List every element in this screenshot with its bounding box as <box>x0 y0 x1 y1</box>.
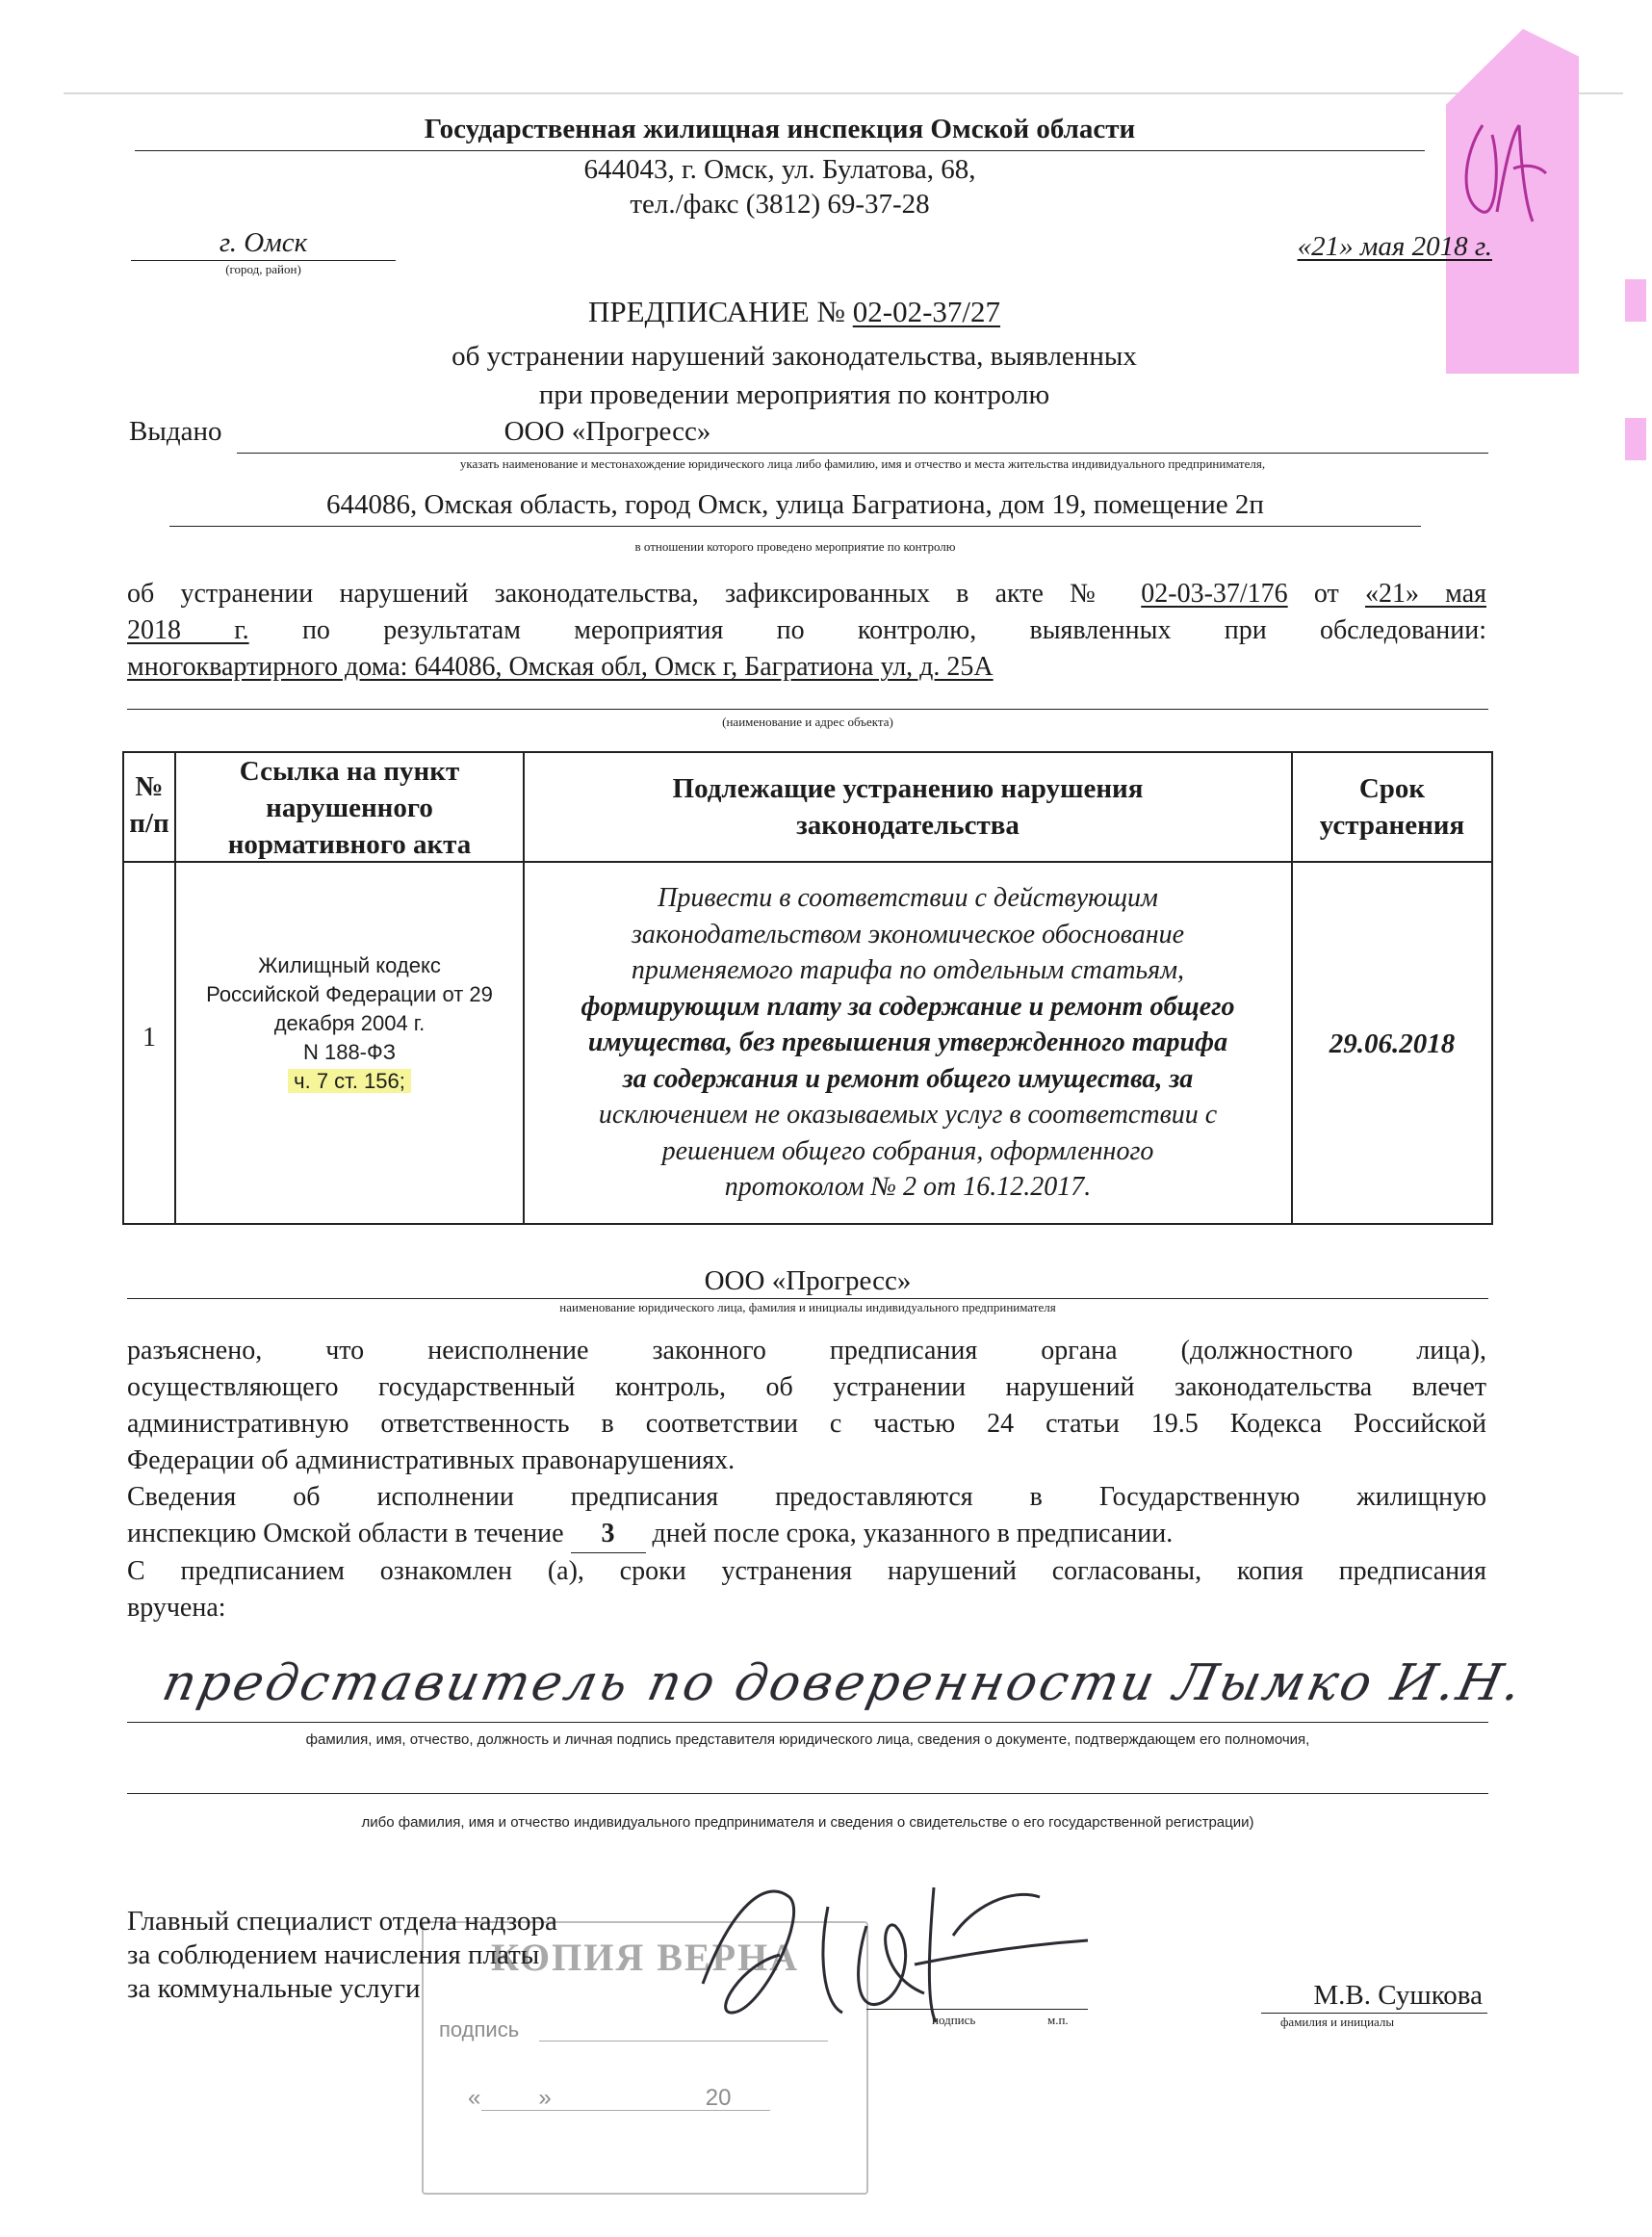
signature-underline <box>127 1722 1488 1723</box>
basis-paragraph <box>127 576 1486 686</box>
org-address: 644043, г. Омск, ул. Булатова, 68, <box>583 154 976 185</box>
report-days: 3 <box>571 1516 646 1553</box>
title-line-2: об устранении нарушений законодательства, выявленных <box>452 341 1137 372</box>
explanation-paragraph <box>127 1333 1486 1626</box>
report-line: Сведения об исполнении предписания предоставляются в Государственную жилищную <box>127 1482 1486 1512</box>
signature-caption-1: фамилия, имя, отчество, должность и личная подпись представителя юридического лица, сведения о документе, подтверждающем его полномочия, <box>305 1731 1310 1748</box>
pink-flag-mark <box>1625 279 1646 322</box>
handwritten-representative: представитель по доверенности Лымко И.Н. <box>157 1654 1530 1712</box>
header-num-line: № <box>135 771 164 802</box>
header-num-line: п/п <box>129 808 169 839</box>
org-phone: тел./факс (3812) 69-37-28 <box>630 189 930 220</box>
recipient-caption: указать наименование и местонахождение юридического лица либо фамилию, имя и отчество и места жительства индивидуального предпринимателя, <box>459 456 1266 471</box>
page-top-edge <box>64 92 1623 94</box>
recipient-underline <box>237 453 1488 454</box>
recipient-address: 644086, Омская область, город Омск, улица Багратиона, дом 19, помещение 2п <box>326 489 1264 520</box>
prescription-number: 02-02-37/27 <box>852 295 1001 328</box>
violation-line: исключением не оказываемых услуг в соответствии с <box>598 1100 1218 1130</box>
position-line: Главный специалист отдела надзора <box>127 1906 557 1937</box>
header-block <box>135 114 1425 145</box>
act-date-part2: 2018 г. <box>127 615 249 645</box>
violation-line: протоколом № 2 от 16.12.2017. <box>724 1172 1092 1202</box>
report-text: дней после срока, указанного в предписании. <box>645 1519 1174 1548</box>
reference-article-highlighted: ч. 7 ст. 156; <box>288 1069 411 1093</box>
address-caption: в отношении которого проведено мероприятие по контролю <box>634 539 956 554</box>
position-line: за соблюдением начисления платы <box>127 1939 540 1970</box>
basis-text-mid: от <box>1287 579 1365 609</box>
stamp-sign-label: подпись <box>439 2017 520 2042</box>
entity-caption: наименование юридического лица, фамилия и инициалы индивидуального предпринимателя <box>559 1300 1056 1314</box>
issued-label: Выдано <box>129 416 222 447</box>
act-date-part1: «21» мая <box>1364 579 1487 609</box>
reference-line: декабря 2004 г. <box>273 1011 426 1035</box>
violation-line: решением общего собрания, оформленного <box>661 1135 1154 1166</box>
recipient-name: ООО «Прогресс» <box>503 416 711 447</box>
header-violation-line: законодательства <box>796 810 1020 841</box>
header-violation <box>525 770 1291 844</box>
reference-line: Российской Федерации от 29 <box>206 982 493 1006</box>
position-line: за коммунальные услуги <box>127 1973 421 2004</box>
signature-caption-2: либо фамилия, имя и отчество индивидуального предпринимателя и сведения о свидетельстве о его государственной регистрации) <box>361 1814 1254 1831</box>
document-title <box>193 295 1396 329</box>
header-deadline-line: устранения <box>1319 810 1465 841</box>
name-underline <box>1261 2013 1487 2014</box>
row-number: 1 <box>142 1023 156 1053</box>
header-ref-line: нарушенного <box>266 793 433 823</box>
object-caption: (наименование и адрес объекта) <box>722 715 893 729</box>
header-ref-line: нормативного акта <box>227 829 472 860</box>
deadline-date: 29.06.2018 <box>1329 1028 1456 1059</box>
report-text: инспекцию Омской области в течение <box>127 1519 571 1548</box>
signatory-position <box>127 1905 557 2006</box>
city-caption: (город, район) <box>225 262 301 276</box>
seal-caption: м.п. <box>1047 2013 1069 2027</box>
blank-underline <box>127 1793 1488 1794</box>
stamp-title: КОПИЯ ВЕРНА <box>491 1936 800 1979</box>
address-underline <box>169 526 1421 527</box>
reference-line: Жилищный кодекс <box>258 953 441 977</box>
name-caption: фамилия и инициалы <box>1280 2015 1395 2029</box>
official-signature-icon <box>674 1868 1117 2032</box>
explained-entity: ООО «Прогресс» <box>704 1265 912 1296</box>
pink-flag-mark <box>1625 418 1646 460</box>
header-deadline-line: Срок <box>1358 773 1426 804</box>
city: г. Омск <box>219 227 308 258</box>
header-ref-line: Ссылка на пункт <box>239 756 460 787</box>
inspected-object: многоквартирного дома: 644086, Омская обл, Омск г, Багратиона ул, д. 25А <box>127 652 994 682</box>
document-date: «21» мая 2018 г. <box>1297 231 1492 262</box>
violations-table <box>122 751 1493 1225</box>
header-reference <box>176 753 523 863</box>
entity-underline <box>127 1298 1488 1299</box>
city-underline <box>131 260 396 261</box>
violation-line: законодательством экономическое обоснование <box>631 919 1185 949</box>
organization-name: Государственная жилищная инспекция Омской области <box>424 114 1136 144</box>
violation-line: имущества, без превышения утвержденного тарифа <box>587 1027 1228 1057</box>
header-num <box>124 768 174 842</box>
explanation-line: Федерации об административных правонарушениях. <box>127 1445 736 1475</box>
reference-line: N 188-ФЗ <box>302 1040 397 1064</box>
stamp-date-line <box>481 2110 770 2111</box>
title-prefix: ПРЕДПИСАНИЕ № <box>587 295 853 328</box>
basis-line2: по результатам мероприятия по контролю, выявленных при обследовании: <box>248 615 1486 645</box>
header-deadline <box>1293 770 1491 844</box>
org-underline <box>135 150 1425 151</box>
explanation-line: разъяснено, что неисполнение законного предписания органа (должностного лица), <box>127 1336 1486 1366</box>
violation-line: формирующим плату за содержание и ремонт общего <box>581 991 1235 1022</box>
header-violation-line: Подлежащие устранению нарушения <box>672 773 1144 804</box>
explanation-line: осуществляющего государственный контроль, об устранении нарушений законодательства влечет <box>127 1372 1486 1402</box>
acknowledgement-line: вручена: <box>127 1593 226 1623</box>
act-number: 02-03-37/176 <box>1141 579 1288 609</box>
violation-line: Привести в соответствии с действующим <box>658 883 1158 913</box>
pink-handwritten-mark-icon <box>1444 96 1560 241</box>
stamp-date: « » 20 <box>468 2085 732 2111</box>
basis-text: об устранении нарушений законодательства, зафиксированных в акте № <box>127 579 1142 609</box>
title-line-3: при проведении мероприятия по контролю <box>538 379 1050 410</box>
object-underline <box>127 709 1488 710</box>
signatory-name: М.В. Сушкова <box>1313 1980 1483 2011</box>
explanation-line: административную ответственность в соответствии с частью 24 статьи 19.5 Кодекса Российской <box>127 1409 1486 1439</box>
acknowledgement-line: С предписанием ознакомлен (а), сроки устранения нарушений согласованы, копия предписания <box>127 1556 1486 1586</box>
violation-line: применяемого тарифа по отдельным статьям, <box>631 955 1185 985</box>
sign-caption: подпись <box>932 2013 976 2027</box>
violation-description <box>525 880 1291 1206</box>
violation-line: за содержания и ремонт общего имущества, за <box>622 1063 1194 1094</box>
stamp-sign-line <box>539 2041 828 2042</box>
legal-reference <box>176 951 523 1096</box>
